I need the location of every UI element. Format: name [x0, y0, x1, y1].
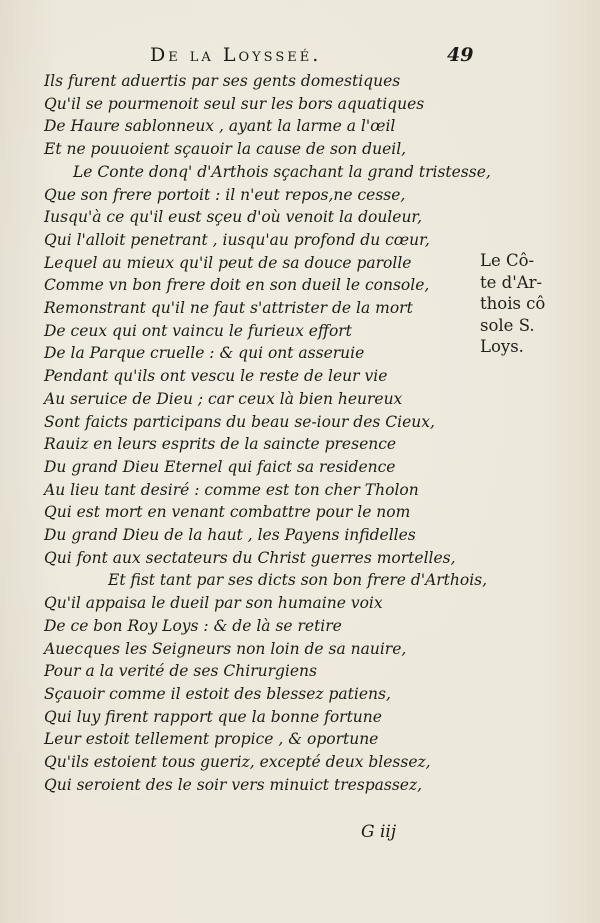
verse-line: Sont faicts participans du beau se-iour des Cieux,: [44, 412, 435, 431]
verse-line: Au lieu tant desiré : comme est ton cher Tholon: [44, 480, 419, 499]
verse-line: Qu'il se pourmenoit seul sur les bors aquatiques: [44, 94, 425, 113]
signature-mark: G iij: [361, 822, 397, 842]
verse-line: Pendant qu'ils ont vescu le reste de leur vie: [44, 367, 388, 386]
verse-line: Qui est mort en venant combattre pour le nom: [44, 503, 411, 522]
marginal-note-line: Loys.: [480, 337, 524, 356]
verse-line: Au seruice de Dieu ; car ceux là bien heureux: [44, 389, 403, 408]
verse-line: Comme vn bon frere doit en son dueil le console,: [44, 276, 430, 295]
verse-line: Iusqu'à ce qu'il eust sçeu d'où venoit la douleur,: [44, 208, 423, 227]
verse-line: Rauiz en leurs esprits de la saincte presence: [44, 435, 397, 454]
page-number: 49: [447, 44, 474, 66]
verse-line: Que son frere portoit : il n'eut repos,ne cesse,: [44, 185, 406, 204]
verse-line: Du grand Dieu de la haut , les Payens infidelles: [44, 526, 416, 544]
verse-line: Qui l'alloit penetrant , iusqu'au profond du cœur,: [44, 230, 430, 249]
verse-line: Qu'ils estoient tous gueriz, excepté deux blessez,: [44, 753, 431, 771]
verse-line: Remonstrant qu'il ne faut s'attrister de la mort: [44, 299, 413, 317]
verse-line: Pour a la verité de ses Chirurgiens: [44, 662, 317, 681]
verse-line: De ceux qui ont vaincu le furieux effort: [44, 321, 352, 340]
verse-line: De ce bon Roy Loys : & de là se retire: [44, 616, 342, 635]
verse-line: Ils furent aduertis par ses gents domestiques: [44, 72, 401, 90]
verse-line: Auecques les Seigneurs non loin de sa nauire,: [44, 639, 407, 658]
verse-line: De Haure sablonneux , ayant la larme a l'œil: [44, 117, 396, 136]
verse-line: Le Conte donq' d'Arthois sçachant la grand tristesse,: [73, 162, 491, 181]
verse-line: Et fist tant par ses dicts son bon frere d'Arthois,: [108, 571, 488, 590]
verse-line: De la Parque cruelle : & qui ont asseruie: [44, 344, 365, 363]
marginal-note-line: sole S.: [480, 315, 535, 335]
marginal-note-line: thois cô: [480, 294, 546, 313]
verse-line: Sçauoir comme il estoit des blessez patiens,: [44, 684, 391, 703]
running-title: De la Loysseé.: [150, 44, 322, 66]
marginal-note-line: te d'Ar-: [480, 272, 543, 292]
verse-line: Lequel au mieux qu'il peut de sa douce parolle: [44, 253, 412, 272]
verse-line: Du grand Dieu Eternel qui faict sa residence: [44, 457, 396, 476]
marginal-note: [480, 250, 560, 358]
verse-line: Qu'il appaisa le dueil par son humaine voix: [44, 594, 383, 613]
verse-line: Et ne pouuoient sçauoir la cause de son dueil,: [44, 140, 407, 159]
verse-line: Qui font aux sectateurs du Christ guerres mortelles,: [44, 548, 456, 567]
verse-line: Leur estoit tellement propice , & oportune: [44, 730, 379, 749]
marginal-note-line: Le Cô-: [480, 251, 535, 270]
verse-line: Qui luy firent rapport que la bonne fortune: [44, 707, 382, 726]
verse-line: Qui seroient des le soir vers minuict trespassez,: [44, 775, 423, 794]
